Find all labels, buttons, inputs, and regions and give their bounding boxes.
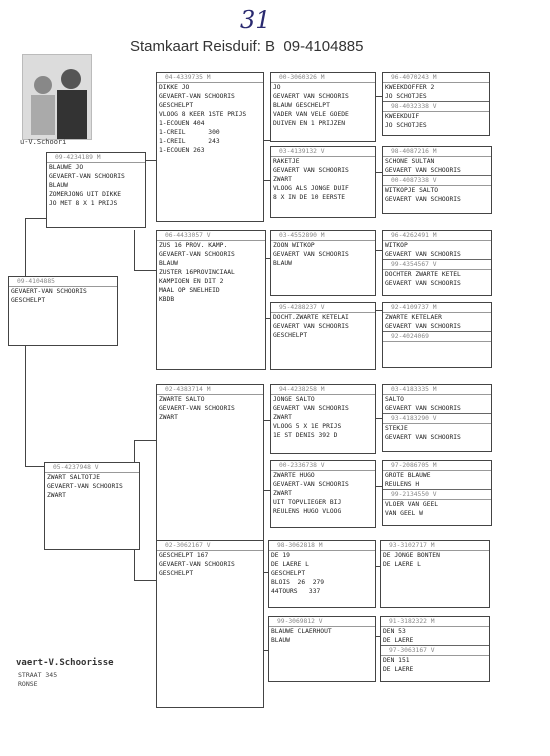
fg-line: VAN GEEL W bbox=[385, 510, 423, 517]
sd-line: KAMPIOEN EN DIT 2 bbox=[159, 278, 224, 285]
fg-line: JO SCHOTJES bbox=[385, 93, 427, 100]
ggp-ring: 99-3069812 V bbox=[269, 617, 375, 627]
dam-dam-card bbox=[156, 540, 264, 708]
dam-card bbox=[44, 462, 140, 550]
fg-line: GEVAERT VAN SCHOORIS bbox=[385, 167, 461, 174]
ggp-line: ZWART bbox=[273, 176, 292, 183]
sd-line: ZUSTER 16PROVINCIAAL bbox=[159, 269, 235, 276]
fg-ring: 98-4032338 V bbox=[383, 101, 489, 112]
fg-line: GEVAERT VAN SCHOORIS bbox=[385, 196, 461, 203]
ggp-line: GEVAERT-VAN SCHOORIS bbox=[273, 481, 349, 488]
ggp-line: JONGE SALTO bbox=[273, 396, 315, 403]
ggp-line: ZOON WITKOP bbox=[273, 242, 315, 249]
sire-line: BLAUWE JO bbox=[49, 164, 84, 171]
ggp-ring: 98-3062818 M bbox=[269, 541, 375, 551]
ggp-line: UIT TOPVLIEGER BIJ bbox=[273, 499, 342, 506]
fg-ring: 98-4087216 M bbox=[383, 147, 491, 157]
fg-ring: 99-4354567 V bbox=[383, 259, 491, 270]
fg-line: DOCHTER ZWARTE KETEL bbox=[385, 271, 461, 278]
fg-line: ZWARTE KETELAER bbox=[385, 314, 442, 321]
fourth-gen-pair bbox=[382, 384, 492, 452]
ggp-card bbox=[268, 540, 376, 608]
page-title bbox=[130, 38, 363, 55]
ggp-line: BLAUWE CLAERHOUT bbox=[271, 628, 332, 635]
fg-line: DEN 151 bbox=[383, 657, 410, 664]
ggp-line: GESCHELPT bbox=[271, 570, 306, 577]
fg-line: WITKOPJE SALTO bbox=[385, 187, 439, 194]
ds-line: GEVAERT-VAN SCHOORIS bbox=[159, 405, 235, 412]
fourth-gen-pair bbox=[382, 72, 490, 136]
fg-ring: 99-2134550 V bbox=[383, 489, 491, 500]
ggp-line: GEVAERT VAN SCHOORIS bbox=[273, 251, 349, 258]
sd-line: KBDB bbox=[159, 296, 175, 303]
sire-line: GEVAERT-VAN SCHOORIS bbox=[49, 173, 125, 180]
fourth-gen-pair bbox=[382, 302, 492, 368]
ggp-ring: 95-4288237 V bbox=[271, 303, 375, 313]
fg-line: GEVAERT VAN SCHOORIS bbox=[385, 280, 461, 287]
ggp-line: REULENS HUGO VLOOG bbox=[273, 508, 342, 515]
ggp-card bbox=[270, 230, 376, 296]
dam-line: GEVAERT-VAN SCHOORIS bbox=[47, 483, 123, 490]
ggp-ring: 94-4238258 M bbox=[271, 385, 375, 395]
ggp-ring: 00-3060326 M bbox=[271, 73, 375, 83]
ggp-ring: 03-4552890 M bbox=[271, 231, 375, 241]
fg-line: JO SCHOTJES bbox=[385, 122, 427, 129]
ggp-line: BLAUW bbox=[273, 260, 292, 267]
fg-line: GEVAERT VAN SCHOORIS bbox=[385, 405, 461, 412]
ggp-line: DOCHT.ZWARTE KETELAI bbox=[273, 314, 349, 321]
ggp-line: DE LAERE L bbox=[271, 561, 309, 568]
fourth-gen-pair bbox=[380, 616, 490, 682]
fg-ring: 93-3102717 M bbox=[381, 541, 489, 551]
fg-line: STEKJE bbox=[385, 425, 408, 432]
fg-line: VLOER VAN GEEL bbox=[385, 501, 439, 508]
fourth-gen-pair bbox=[382, 460, 492, 526]
fg-line: DE LAERE L bbox=[383, 561, 421, 568]
ggp-line: 1E ST DENIS 392 D bbox=[273, 432, 338, 439]
ggp-line: JO bbox=[273, 84, 281, 91]
fg-ring: 97-3063167 V bbox=[381, 645, 489, 656]
photo-caption: u-V.Schoori bbox=[20, 138, 67, 146]
ss-line: 1-ECOUEN 263 bbox=[159, 147, 205, 154]
fg-line: DE LAERE bbox=[383, 666, 414, 673]
ggp-line: VADER VAN VELE GOEDE bbox=[273, 111, 349, 118]
fourth-gen-pair bbox=[382, 230, 492, 296]
ggp-line: GESCHELPT bbox=[273, 332, 308, 339]
ggp-ring: 03-4139132 V bbox=[271, 147, 375, 157]
ggp-line: DE 19 bbox=[271, 552, 290, 559]
ggp-line: BLAUW GESCHELPT bbox=[273, 102, 330, 109]
ggp-card bbox=[270, 72, 376, 142]
ggp-line: ZWART bbox=[273, 490, 292, 497]
ggp-line: 8 X IN DE 10 EERSTE bbox=[273, 194, 346, 201]
ggp-card bbox=[270, 460, 376, 528]
ss-line: GESCHELPT bbox=[159, 102, 194, 109]
ggp-line: ZWARTE HUGO bbox=[273, 472, 315, 479]
sd-line: MAAL OP SNELHEID bbox=[159, 287, 220, 294]
ggp-line: ZWART bbox=[273, 414, 292, 421]
dd-line: GESCHELPT 167 bbox=[159, 552, 209, 559]
ggp-line: GEVAERT VAN SCHOORIS bbox=[273, 405, 349, 412]
ggp-line: BLAUW bbox=[271, 637, 290, 644]
ds-line: ZWARTE SALTO bbox=[159, 396, 205, 403]
dd-line: GEVAERT-VAN SCHOORIS bbox=[159, 561, 235, 568]
fg-line: DE LAERE bbox=[383, 637, 414, 644]
dam-line: ZWART SALTOTJE bbox=[47, 474, 101, 481]
subject-pigeon-card bbox=[8, 276, 118, 346]
ggp-line: BLOIS 26 279 bbox=[271, 579, 325, 586]
subject-ring: 09-4104885 bbox=[9, 277, 117, 287]
ggp-line: GEVAERT VAN SCHOORIS bbox=[273, 93, 349, 100]
fourth-gen-pair bbox=[382, 146, 492, 214]
fg-line: GEVAERT VAN SCHOORIS bbox=[385, 323, 461, 330]
ggp-line: 44TOURS 337 bbox=[271, 588, 321, 595]
ggp-card bbox=[270, 302, 376, 370]
ggp-card bbox=[270, 146, 376, 218]
owner-city: RONSE bbox=[18, 680, 38, 688]
sire-line: JO MET 8 X 1 PRIJS bbox=[49, 200, 118, 207]
sd-line: GEVAERT-VAN SCHOORIS bbox=[159, 251, 235, 258]
ggp-line: DUIVEN EN 1 PRIJZEN bbox=[273, 120, 346, 127]
dam-line: ZWART bbox=[47, 492, 66, 499]
fg-line: SCHONE SULTAN bbox=[385, 158, 435, 165]
ds-line: ZWART bbox=[159, 414, 178, 421]
ss-line: 1-CREIL 243 bbox=[159, 138, 220, 145]
sire-line: ZOMERJONG UIT DIKKE bbox=[49, 191, 122, 198]
sd-line: ZUS 16 PROV. KAMP. bbox=[159, 242, 228, 249]
fg-line: GEVAERT VAN SCHOORIS bbox=[385, 434, 461, 441]
ds-ring: 02-4383714 M bbox=[157, 385, 263, 395]
fg-line: DEN 53 bbox=[383, 628, 406, 635]
fg-ring: 96-4262491 M bbox=[383, 231, 491, 241]
fg-line: WITKOP bbox=[385, 242, 408, 249]
subject-line: GESCHELPT bbox=[11, 297, 46, 304]
owner-name: vaert-V.Schoorisse bbox=[16, 658, 114, 668]
sire-card bbox=[46, 152, 146, 228]
handwritten-card-number: 31 bbox=[240, 6, 271, 34]
ggp-card bbox=[270, 384, 376, 454]
sire-sire-card bbox=[156, 72, 264, 222]
fg-line: KWEEKDOFFER 2 bbox=[385, 84, 435, 91]
sd-ring: 06-4433057 V bbox=[157, 231, 265, 241]
ss-line: GEVAERT-VAN SCHOORIS bbox=[159, 93, 235, 100]
fg-ring: 03-4183335 M bbox=[383, 385, 491, 395]
fg-ring: 92-4024069 bbox=[383, 331, 491, 342]
fg-ring: 91-3182322 M bbox=[381, 617, 489, 627]
fg-line: SALTO bbox=[385, 396, 404, 403]
ss-line: 1-CREIL 300 bbox=[159, 129, 220, 136]
dam-ring: 05-4237948 V bbox=[45, 463, 139, 473]
fg-line: KWEEKDUIF bbox=[385, 113, 420, 120]
ss-line: 1-ECOUEN 404 bbox=[159, 120, 205, 127]
ss-line: DIKKE JO bbox=[159, 84, 190, 91]
fg-line: GROTE BLAUWE bbox=[385, 472, 431, 479]
dd-line: GESCHELPT bbox=[159, 570, 194, 577]
fg-ring: 96-4070243 M bbox=[383, 73, 489, 83]
fg-ring: 92-4109737 M bbox=[383, 303, 491, 313]
title-label: Stamkaart Reisduif: B bbox=[130, 38, 276, 55]
sire-ring: 09-4234189 M bbox=[47, 153, 145, 163]
ggp-line: VLOOG 5 X 1E PRIJS bbox=[273, 423, 342, 430]
fourth-gen-pair bbox=[380, 540, 490, 608]
ggp-line: VLOOG ALS JONGE DUIF bbox=[273, 185, 349, 192]
sire-dam-card bbox=[156, 230, 266, 370]
sd-line: BLAUW bbox=[159, 260, 178, 267]
owner-photo bbox=[22, 54, 92, 140]
fg-line: GEVAERT VAN SCHOORIS bbox=[385, 251, 461, 258]
ggp-ring: 00-2336738 V bbox=[271, 461, 375, 471]
title-ring: 09-4104885 bbox=[283, 38, 364, 55]
ggp-line: RAKETJE bbox=[273, 158, 300, 165]
fg-line: DE JONGE BONTEN bbox=[383, 552, 440, 559]
fg-ring: 97-2086705 M bbox=[383, 461, 491, 471]
subject-line: GEVAERT-VAN SCHOORIS bbox=[11, 288, 87, 295]
owner-street: STRAAT 345 bbox=[18, 671, 58, 679]
fg-line: REULENS H bbox=[385, 481, 420, 488]
sire-line: BLAUW bbox=[49, 182, 68, 189]
ss-ring: 04-4339735 M bbox=[157, 73, 263, 83]
ggp-line: GEVAERT VAN SCHOORIS bbox=[273, 323, 349, 330]
fg-ring: 00-4087338 V bbox=[383, 175, 491, 186]
ggp-line: GEVAERT VAN SCHOORIS bbox=[273, 167, 349, 174]
ss-line: VLOOG 8 KEER 1STE PRIJS bbox=[159, 111, 247, 118]
fg-ring: 93-4183290 V bbox=[383, 413, 491, 424]
dam-sire-card bbox=[156, 384, 264, 550]
dd-ring: 02-3062167 V bbox=[157, 541, 263, 551]
ggp-card bbox=[268, 616, 376, 682]
